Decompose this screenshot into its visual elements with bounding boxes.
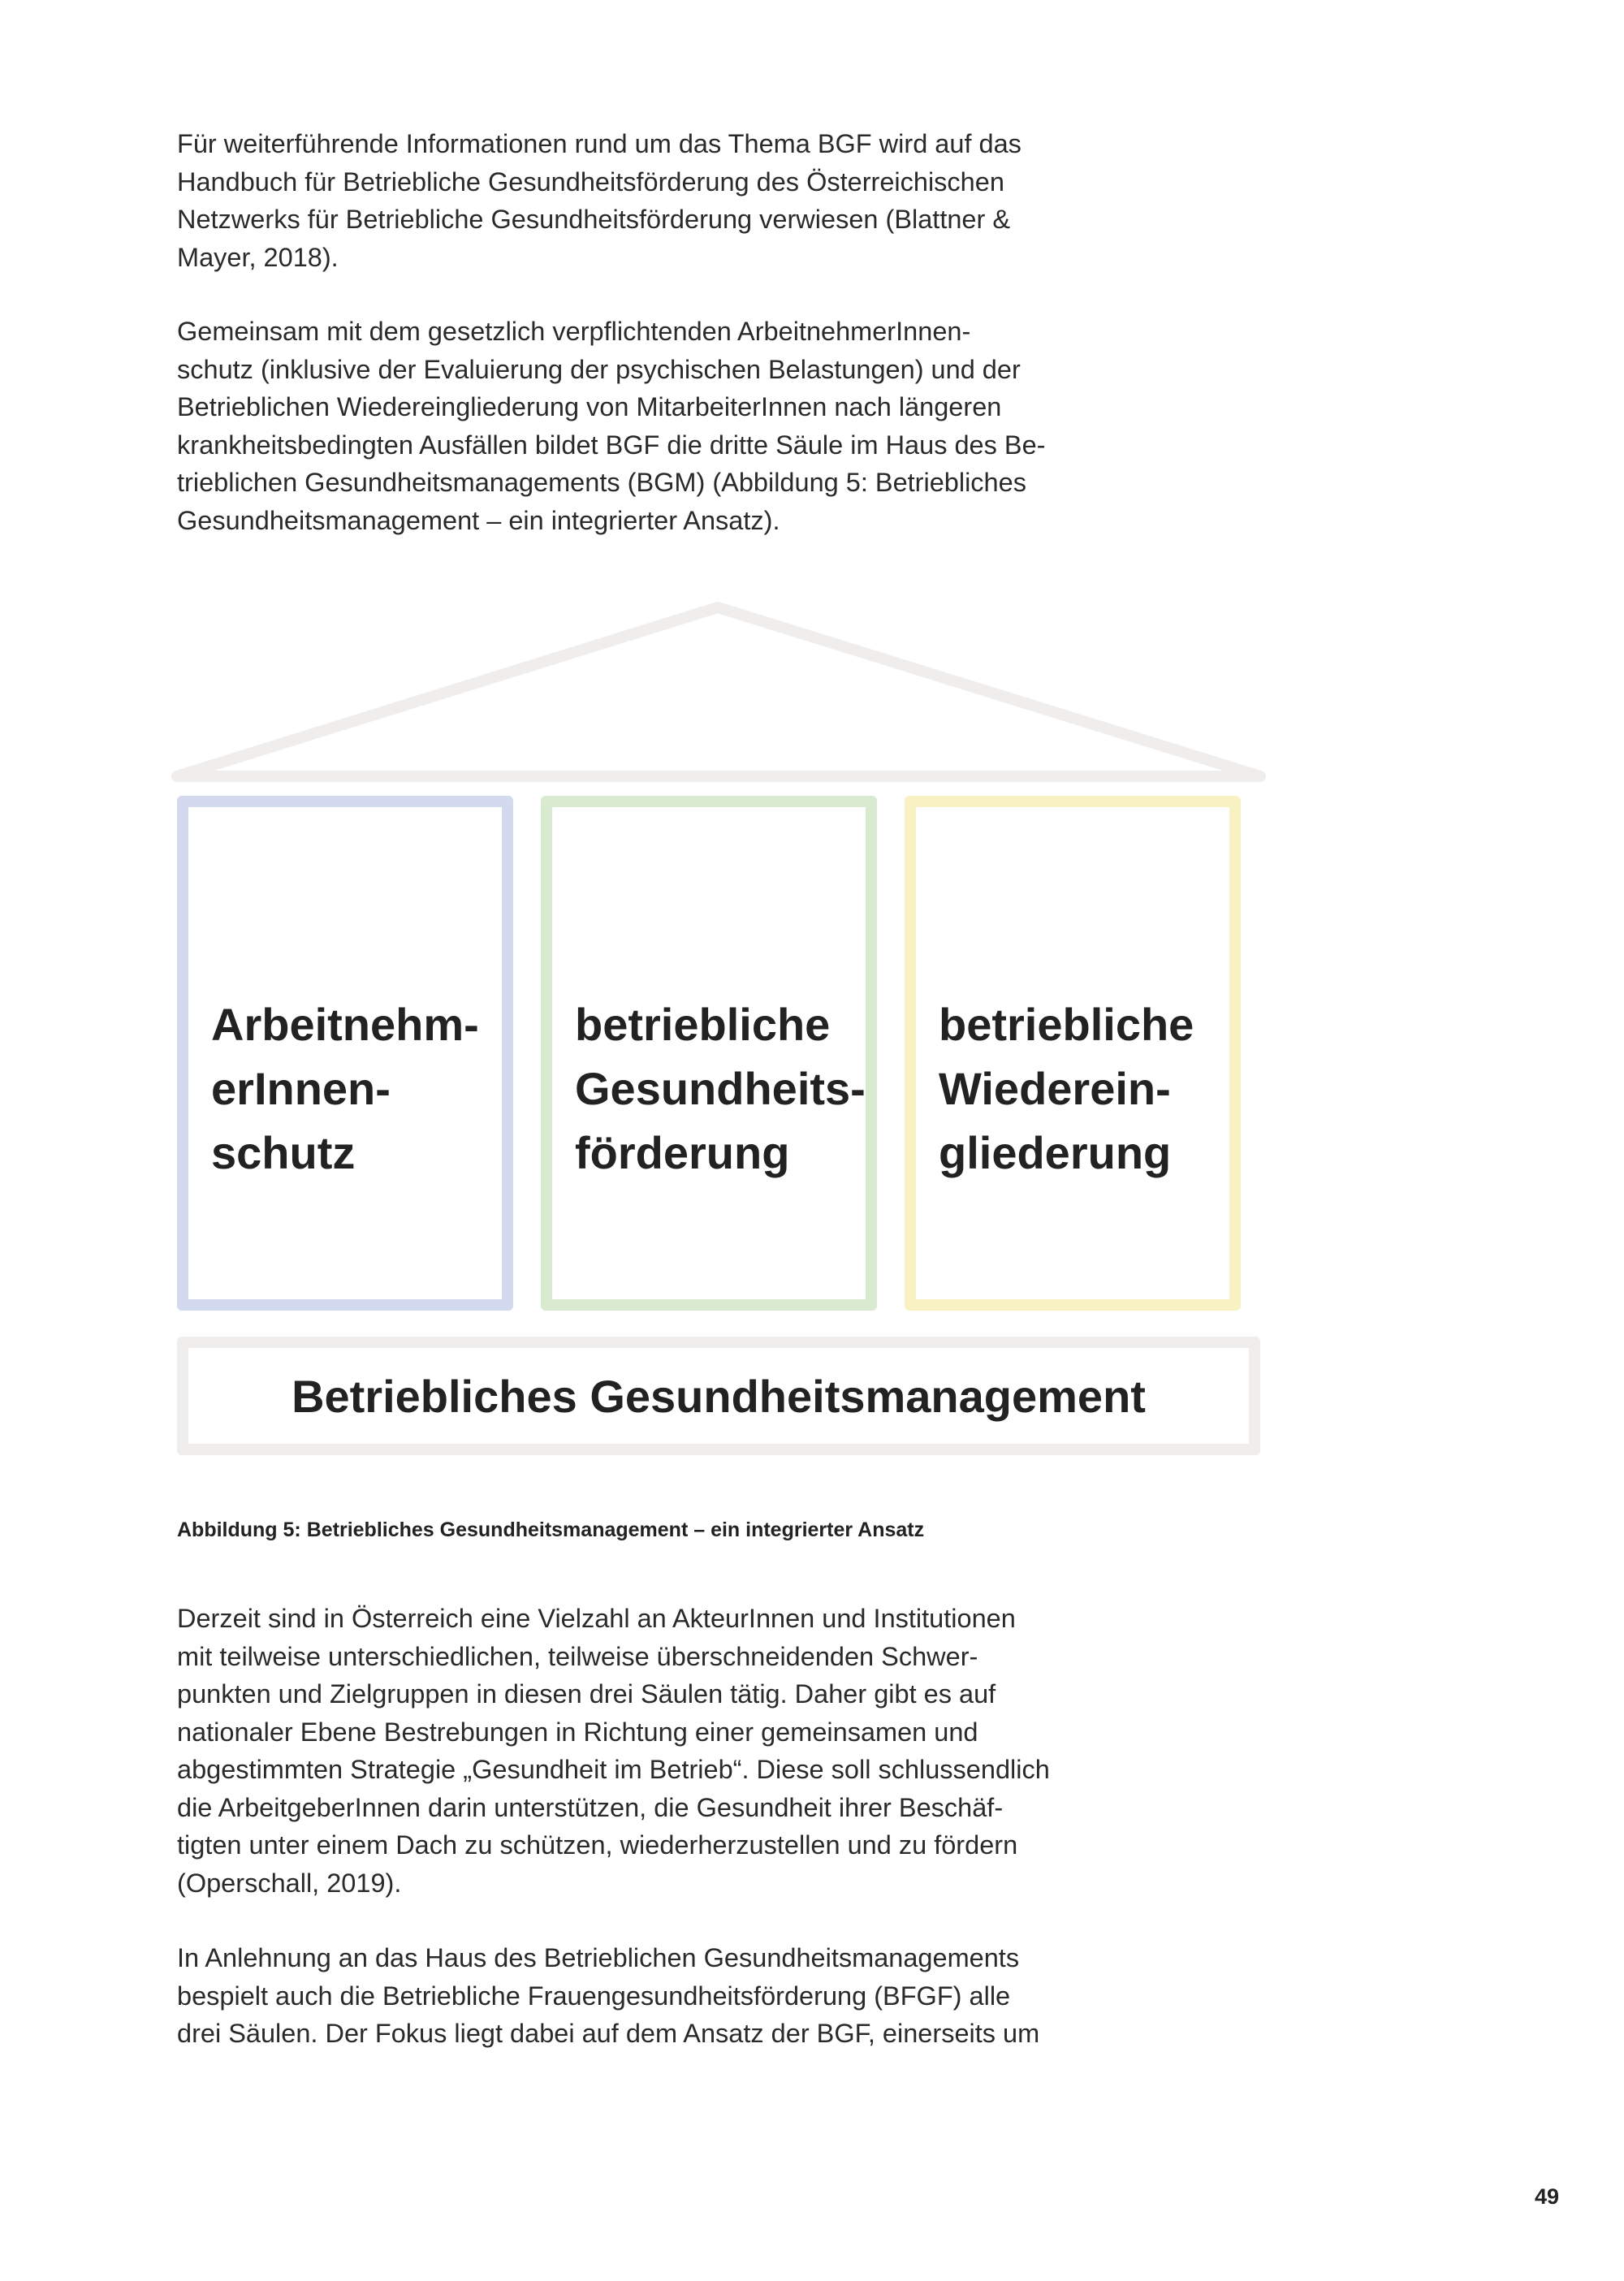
intro-paragraph [177, 125, 1103, 276]
text-line: Gesundheitsmanagement – ein integrierter Ansatz). [177, 505, 780, 535]
text-line: krankheitsbedingten Ausfällen bildet BGF die dritte Säule im Haus des Be- [177, 430, 1046, 460]
bgm-house-diagram [171, 599, 1267, 1460]
pillar-label [211, 992, 479, 1185]
pillar-wiedereingliederung [905, 796, 1241, 1311]
pillar-label [575, 992, 866, 1185]
pillar-label-line: betriebliche [939, 999, 1194, 1050]
text-line: Mayer, 2018). [177, 242, 339, 272]
text-line: die ArbeitgeberInnen darin unterstützen, die Gesundheit ihrer Beschäf- [177, 1792, 1004, 1822]
pillar-label-line: erInnen- [211, 1063, 391, 1114]
text-line: nationaler Ebene Bestrebungen in Richtung einer gemeinsamen und [177, 1717, 978, 1747]
text-line: schutz (inklusive der Evaluierung der psychischen Belastungen) und der [177, 354, 1021, 384]
text-line: mit teilweise unterschiedlichen, teilweise überschneidenden Schwer- [177, 1641, 978, 1671]
foundation-label: Betriebliches Gesundheitsmanagement [292, 1370, 1146, 1422]
text-line: abgestimmten Strategie „Gesundheit im Betrieb“. Diese soll schlussendlich [177, 1755, 1050, 1784]
text-line: Netzwerks für Betriebliche Gesundheitsförderung verwiesen (Blattner & [177, 205, 1011, 234]
third-paragraph [177, 1600, 1103, 1902]
pillar-label-line: gliederung [939, 1127, 1172, 1178]
pillar-label-line: Wiederein- [939, 1063, 1171, 1114]
page-number: 49 [1534, 2184, 1559, 2209]
figure-caption: Abbildung 5: Betriebliches Gesundheitsmanagement – ein integrierter Ansatz [177, 1519, 925, 1541]
text-line: Betrieblichen Wiedereingliederung von MitarbeiterInnen nach längeren [177, 392, 1002, 421]
text-line: Für weiterführende Informationen rund um das Thema BGF wird auf das [177, 129, 1021, 158]
text-line: bespielt auch die Betriebliche Frauengesundheitsförderung (BFGF) alle [177, 1981, 1011, 2011]
foundation-base [177, 1337, 1260, 1455]
pillar-label [939, 992, 1194, 1185]
pillar-label-line: schutz [211, 1127, 356, 1178]
second-paragraph [177, 313, 1103, 539]
text-line: trieblichen Gesundheitsmanagements (BGM) (Abbildung 5: Betriebliches [177, 468, 1026, 497]
text-line: Gemeinsam mit dem gesetzlich verpflichtenden ArbeitnehmerInnen- [177, 317, 971, 346]
text-line: (Operschall, 2019). [177, 1868, 402, 1898]
pillar-label-line: förderung [575, 1127, 790, 1178]
text-line: tigten unter einem Dach zu schützen, wiederherzustellen und zu fördern [177, 1830, 1018, 1860]
text-line: punkten und Zielgruppen in diesen drei Säulen tätig. Daher gibt es auf [177, 1679, 996, 1709]
pillar-label-line: Arbeitnehm- [211, 999, 479, 1050]
pillar-label-line: betriebliche [575, 999, 831, 1050]
text-line: Derzeit sind in Österreich eine Vielzahl an AkteurInnen und Institutionen [177, 1604, 1016, 1633]
roof-outline [171, 599, 1267, 794]
pillar-gesundheitsfoerderung [541, 796, 877, 1311]
fourth-paragraph [177, 1939, 1103, 2053]
text-line: drei Säulen. Der Fokus liegt dabei auf dem Ansatz der BGF, einerseits um [177, 2019, 1040, 2048]
pillar-label-line: Gesundheits- [575, 1063, 866, 1114]
pillar-arbeitnehmerinnenschutz [177, 796, 513, 1311]
roof-shape [177, 607, 1260, 776]
text-line: In Anlehnung an das Haus des Betrieblichen Gesundheitsmanagements [177, 1943, 1020, 1972]
text-line: Handbuch für Betriebliche Gesundheitsförderung des Österreichischen [177, 166, 1004, 197]
